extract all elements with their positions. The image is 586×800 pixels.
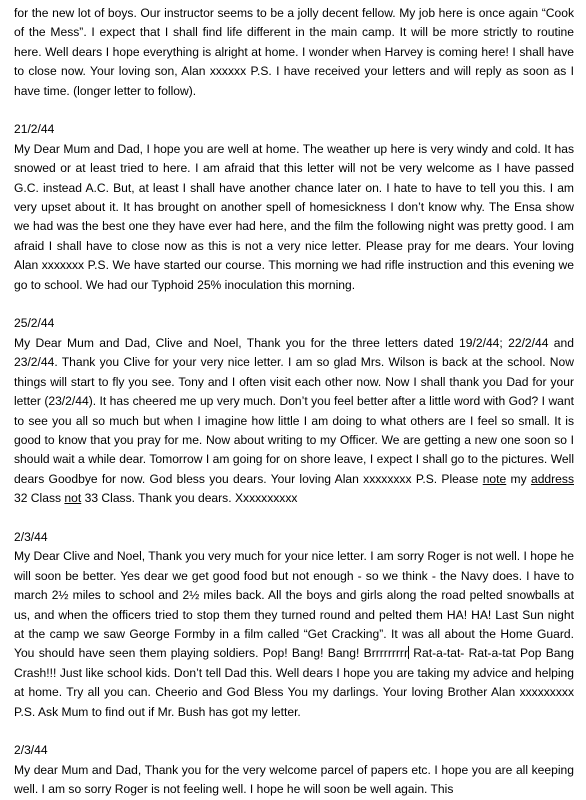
letter-body: My Dear Mum and Dad, I hope you are well at home. The weather up here is very windy and cold. It has snowed or at least tried to here. I am afraid that this letter will not be very welcome as I have passed G.C. instead A.C. But, at least I shall have another chance later on. I hate to have to tell you this. I am very upset about it. It has brought on another spell of homesickness I don’t know why. The Ensa show we had was the best one they have ever had here, and the film the following night was pretty good. I am afraid I shall have to close now as this is not a very nice letter. Please pray for me dears. Your loving Alan xxxxxxx P.S. We have started our course. This morning we had rifle instruction and this evening we go to school. We had our Typhoid 25% inoculation this morning. [14, 141, 574, 292]
letter-date: 2/3/44 [14, 529, 48, 544]
paragraph-spacer [14, 101, 574, 120]
letter-body-text: Rat-a-tat- Rat-a-tat Pop Bang Crash!!! Just like school kids. Don’t tell Dad this. Well dears I hope you are taking my advice and helping at home. Try all you can. Cheerio and God Bless You my darlings. Your loving Brother Alan xxxxxxxxx P.S. Ask Mum to find out if Mr. Bush has got my letter. [14, 646, 574, 719]
underlined-word: note [482, 471, 507, 486]
document-page [14, 4, 574, 800]
letter-body-text: my [506, 471, 531, 486]
letter-body [14, 547, 574, 722]
letter-body [14, 334, 574, 509]
letter-body-text: 33 Class. Thank you dears. Xxxxxxxxxx [81, 491, 298, 506]
letter-date: 25/2/44 [14, 316, 55, 331]
letter-body-text: My Dear Mum and Dad, Clive and Noel, Thank you for the three letters dated 19/2/44; 22/2/44 and 23/2/44. Thank you Clive for your very nice letter. I am so glad Mrs. Wilson is back at the school. Now things will start to fly you see. Tony and I often visit each other now. Now I shall thank you Dad for your letter (23/2/44). It has cheered me up very much. Don’t you feel better after a little word with God? I want to see you all so much but when I imagine how little I am doing to what others are I feel so small. It is good to know that you pray for me. Now about writing to my Officer. We are getting a new one soon so I should wait a while dear. Tomorrow I am going for on shore leave, I expect I shall go to the pictures. Well dears Goodbye for now. God bless you dears. Your loving Alan xxxxxxxx P.S. Please [14, 335, 574, 486]
paragraph-spacer [14, 295, 574, 314]
paragraph-spacer [14, 509, 574, 528]
letter-body: My dear Mum and Dad, Thank you for the very welcome parcel of papers etc. I hope you are all keeping well. I am so sorry Roger is not feeling well. I hope he will soon be well again. This [14, 762, 574, 797]
underlined-word: not [64, 491, 82, 506]
underlined-word: address [530, 471, 574, 486]
letter-date: 21/2/44 [14, 122, 55, 137]
letter-body-text: My Dear Clive and Noel, Thank you very much for your nice letter. I am sorry Roger is not well. I hope he will soon be better. Yes dear we get good food but not enough - so we think - the Navy does. I have to march 2½ miles to school and 2½ miles back. All the boys and girls along the road pelted snowballs at us, and when the officers tried to stop them they turned round and pelted them HA! HA! Last Sun night at the camp we saw George Formby in a film called “Get Cracking”. It was all about the Home Guard. You should have seen them playing soldiers. Pop! Bang! Bang! Brrrrrrrrr [14, 549, 574, 661]
letter-continuation-text: for the new lot of boys. Our instructor seems to be a jolly decent fellow. My job here is once again “Cook of the Mess”. I expect that I shall find life different in the main camp. It will be more strictly to routine here. Well dears I hope everything is alright at home. I wonder when Harvey is coming here! I shall have to close now. Your loving son, Alan xxxxxx P.S. I have received your letters and will reply as soon as I have time. (longer letter to follow). [14, 6, 574, 98]
paragraph-spacer [14, 722, 574, 741]
letter-body-text: 32 Class [14, 491, 65, 506]
letter-date: 2/3/44 [14, 743, 48, 758]
